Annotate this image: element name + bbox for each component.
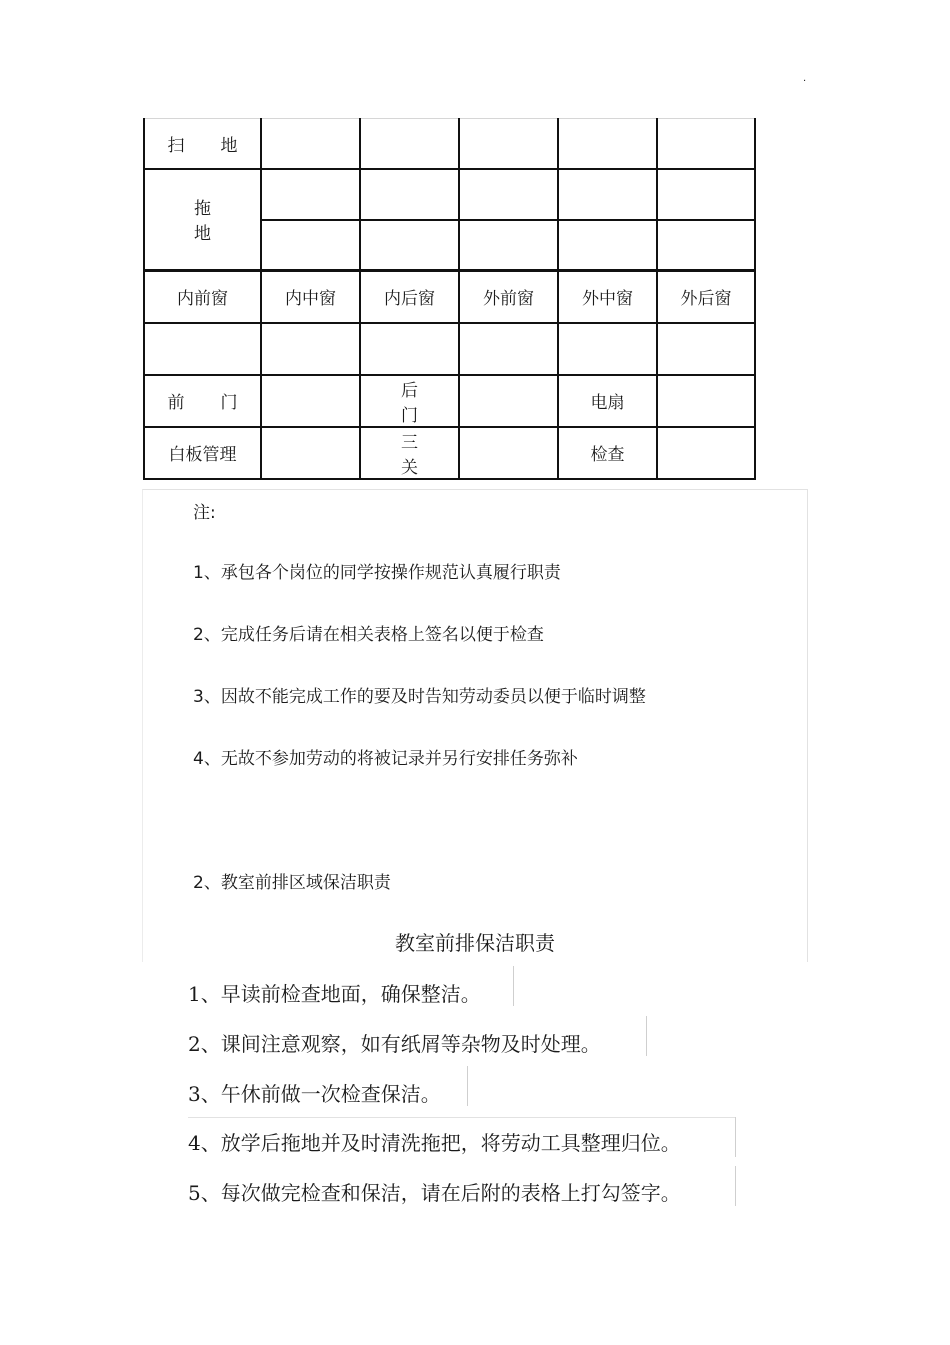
table-cell (360, 119, 459, 169)
fan-label: 电扇 (558, 375, 657, 427)
whiteboard-label: 白板管理 (144, 427, 261, 479)
sweep-label: 扫 地 (144, 119, 261, 169)
table-row (144, 119, 755, 169)
note-item: 3、因故不能完成工作的要及时告知劳动委员以便于临时调整 (193, 687, 646, 707)
table-cell (459, 220, 558, 271)
table-cell (558, 169, 657, 220)
table-cell (261, 169, 360, 220)
duty-table (143, 118, 756, 480)
table-row (144, 323, 755, 375)
window-label: 外前窗 (459, 271, 558, 323)
mop-label: 拖 地 (144, 169, 261, 271)
note-item: 2、完成任务后请在相关表格上签名以便于检查 (193, 625, 544, 645)
table-cell (459, 169, 558, 220)
table-cell (459, 427, 558, 479)
table-row (144, 427, 755, 479)
window-label: 内后窗 (360, 271, 459, 323)
table-cell (459, 323, 558, 375)
table-row (144, 169, 755, 220)
note-item: 4、无故不参加劳动的将被记录并另行安排任务弥补 (193, 749, 578, 769)
table-cell (558, 323, 657, 375)
window-label: 外中窗 (558, 271, 657, 323)
divider-line (188, 1117, 736, 1118)
table-row (144, 375, 755, 427)
table-cell (657, 375, 755, 427)
table-cell (261, 119, 360, 169)
check-label: 检查 (558, 427, 657, 479)
back-door-label: 后 门 (360, 375, 459, 427)
table-cell (144, 323, 261, 375)
table-cell (657, 427, 755, 479)
table-cell (558, 220, 657, 271)
duty-item: 2、课间注意观察，如有纸屑等杂物及时处理。 (188, 1032, 601, 1056)
divider-line (646, 1016, 647, 1056)
notes-label: 注: (193, 503, 216, 523)
window-label: 内前窗 (144, 271, 261, 323)
divider-line (735, 1117, 736, 1157)
table-cell (261, 427, 360, 479)
window-label: 内中窗 (261, 271, 360, 323)
three-off-label: 三 关 (360, 427, 459, 479)
window-label: 外后窗 (657, 271, 755, 323)
table-cell (261, 323, 360, 375)
table-cell (657, 119, 755, 169)
table-cell (558, 119, 657, 169)
divider-line (513, 966, 514, 1006)
divider-line (735, 1166, 736, 1206)
table-cell (360, 323, 459, 375)
duty-item: 1、早读前检查地面，确保整洁。 (188, 982, 481, 1006)
table-cell (261, 220, 360, 271)
duties-title: 教室前排保洁职责 (395, 931, 555, 955)
table-cell (360, 220, 459, 271)
notes-box (142, 489, 808, 962)
table-cell (657, 220, 755, 271)
divider-line (467, 1066, 468, 1106)
note-item: 1、承包各个岗位的同学按操作规范认真履行职责 (193, 563, 561, 583)
table-cell (459, 375, 558, 427)
table-cell (657, 323, 755, 375)
table-cell (657, 169, 755, 220)
table-cell (459, 119, 558, 169)
duty-item: 5、每次做完检查和保洁，请在后附的表格上打勾签字。 (188, 1181, 681, 1205)
front-door-label: 前 门 (144, 375, 261, 427)
duty-item: 4、放学后拖地并及时清洗拖把，将劳动工具整理归位。 (188, 1131, 681, 1155)
table-cell (261, 375, 360, 427)
page-mark: . (803, 73, 807, 84)
table-cell (360, 169, 459, 220)
table-row (144, 271, 755, 323)
section-heading: 2、教室前排区域保洁职责 (193, 873, 391, 893)
duty-item: 3、午休前做一次检查保洁。 (188, 1082, 441, 1106)
